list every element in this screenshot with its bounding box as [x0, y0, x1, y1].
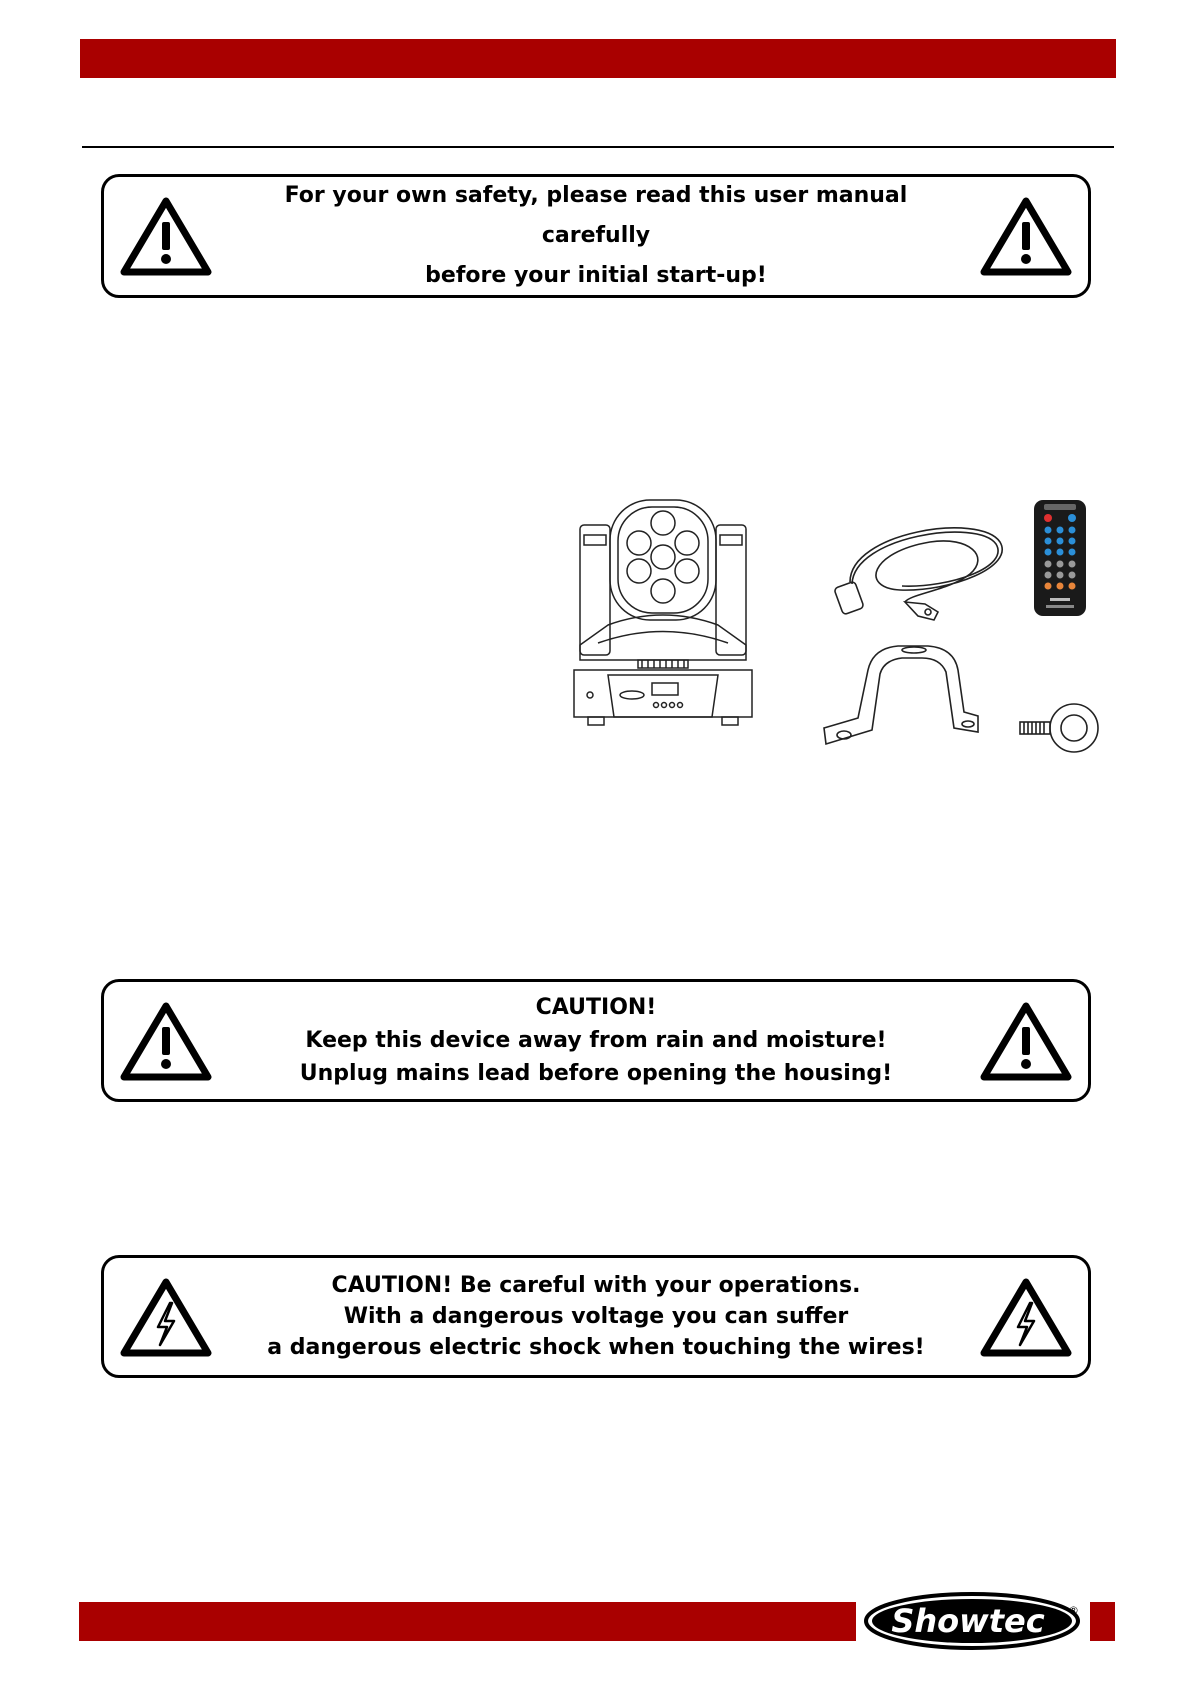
- power-cable-illustration: [830, 512, 1010, 622]
- safety-notice-line-2: before your initial start-up!: [425, 263, 767, 288]
- footer-red-bar-end: [1090, 1602, 1115, 1641]
- safety-notice-box: [101, 174, 1091, 298]
- caution-voltage-line-3: a dangerous electric shock when touching the wires!: [267, 1335, 925, 1360]
- caution-moisture-line-2: Keep this device away from rain and moisture!: [305, 1028, 887, 1053]
- header-rule: [82, 146, 1114, 148]
- warning-triangle-icon: [980, 1001, 1072, 1081]
- warning-triangle-icon: [980, 196, 1072, 276]
- caution-voltage-line-1: CAUTION! Be careful with your operations.: [331, 1273, 861, 1298]
- footer-red-bar: [79, 1602, 856, 1641]
- warning-triangle-icon: [120, 196, 212, 276]
- warning-triangle-icon: [120, 1001, 212, 1081]
- logo-registered-mark: ®: [1068, 1604, 1079, 1617]
- header-red-bar: [80, 39, 1116, 78]
- showtec-logo: [862, 1590, 1084, 1652]
- caution-voltage-line-2: With a dangerous voltage you can suffer: [343, 1304, 849, 1329]
- logo-wordmark: Showtec: [891, 1602, 1045, 1640]
- eye-bolt-illustration: [1018, 700, 1102, 756]
- caution-voltage-box: [101, 1255, 1091, 1378]
- remote-control-illustration: [1032, 498, 1088, 618]
- caution-moisture-line-3: Unplug mains lead before opening the housing!: [299, 1061, 893, 1086]
- caution-moisture-box: [101, 979, 1091, 1102]
- electric-hazard-icon: [980, 1277, 1072, 1357]
- mounting-bracket-illustration: [818, 640, 986, 755]
- electric-hazard-icon: [120, 1277, 212, 1357]
- safety-notice-line-1: For your own safety, please read this user manual carefully: [284, 183, 908, 248]
- moving-head-fixture-illustration: [568, 495, 758, 730]
- caution-moisture-line-1: CAUTION!: [535, 995, 657, 1020]
